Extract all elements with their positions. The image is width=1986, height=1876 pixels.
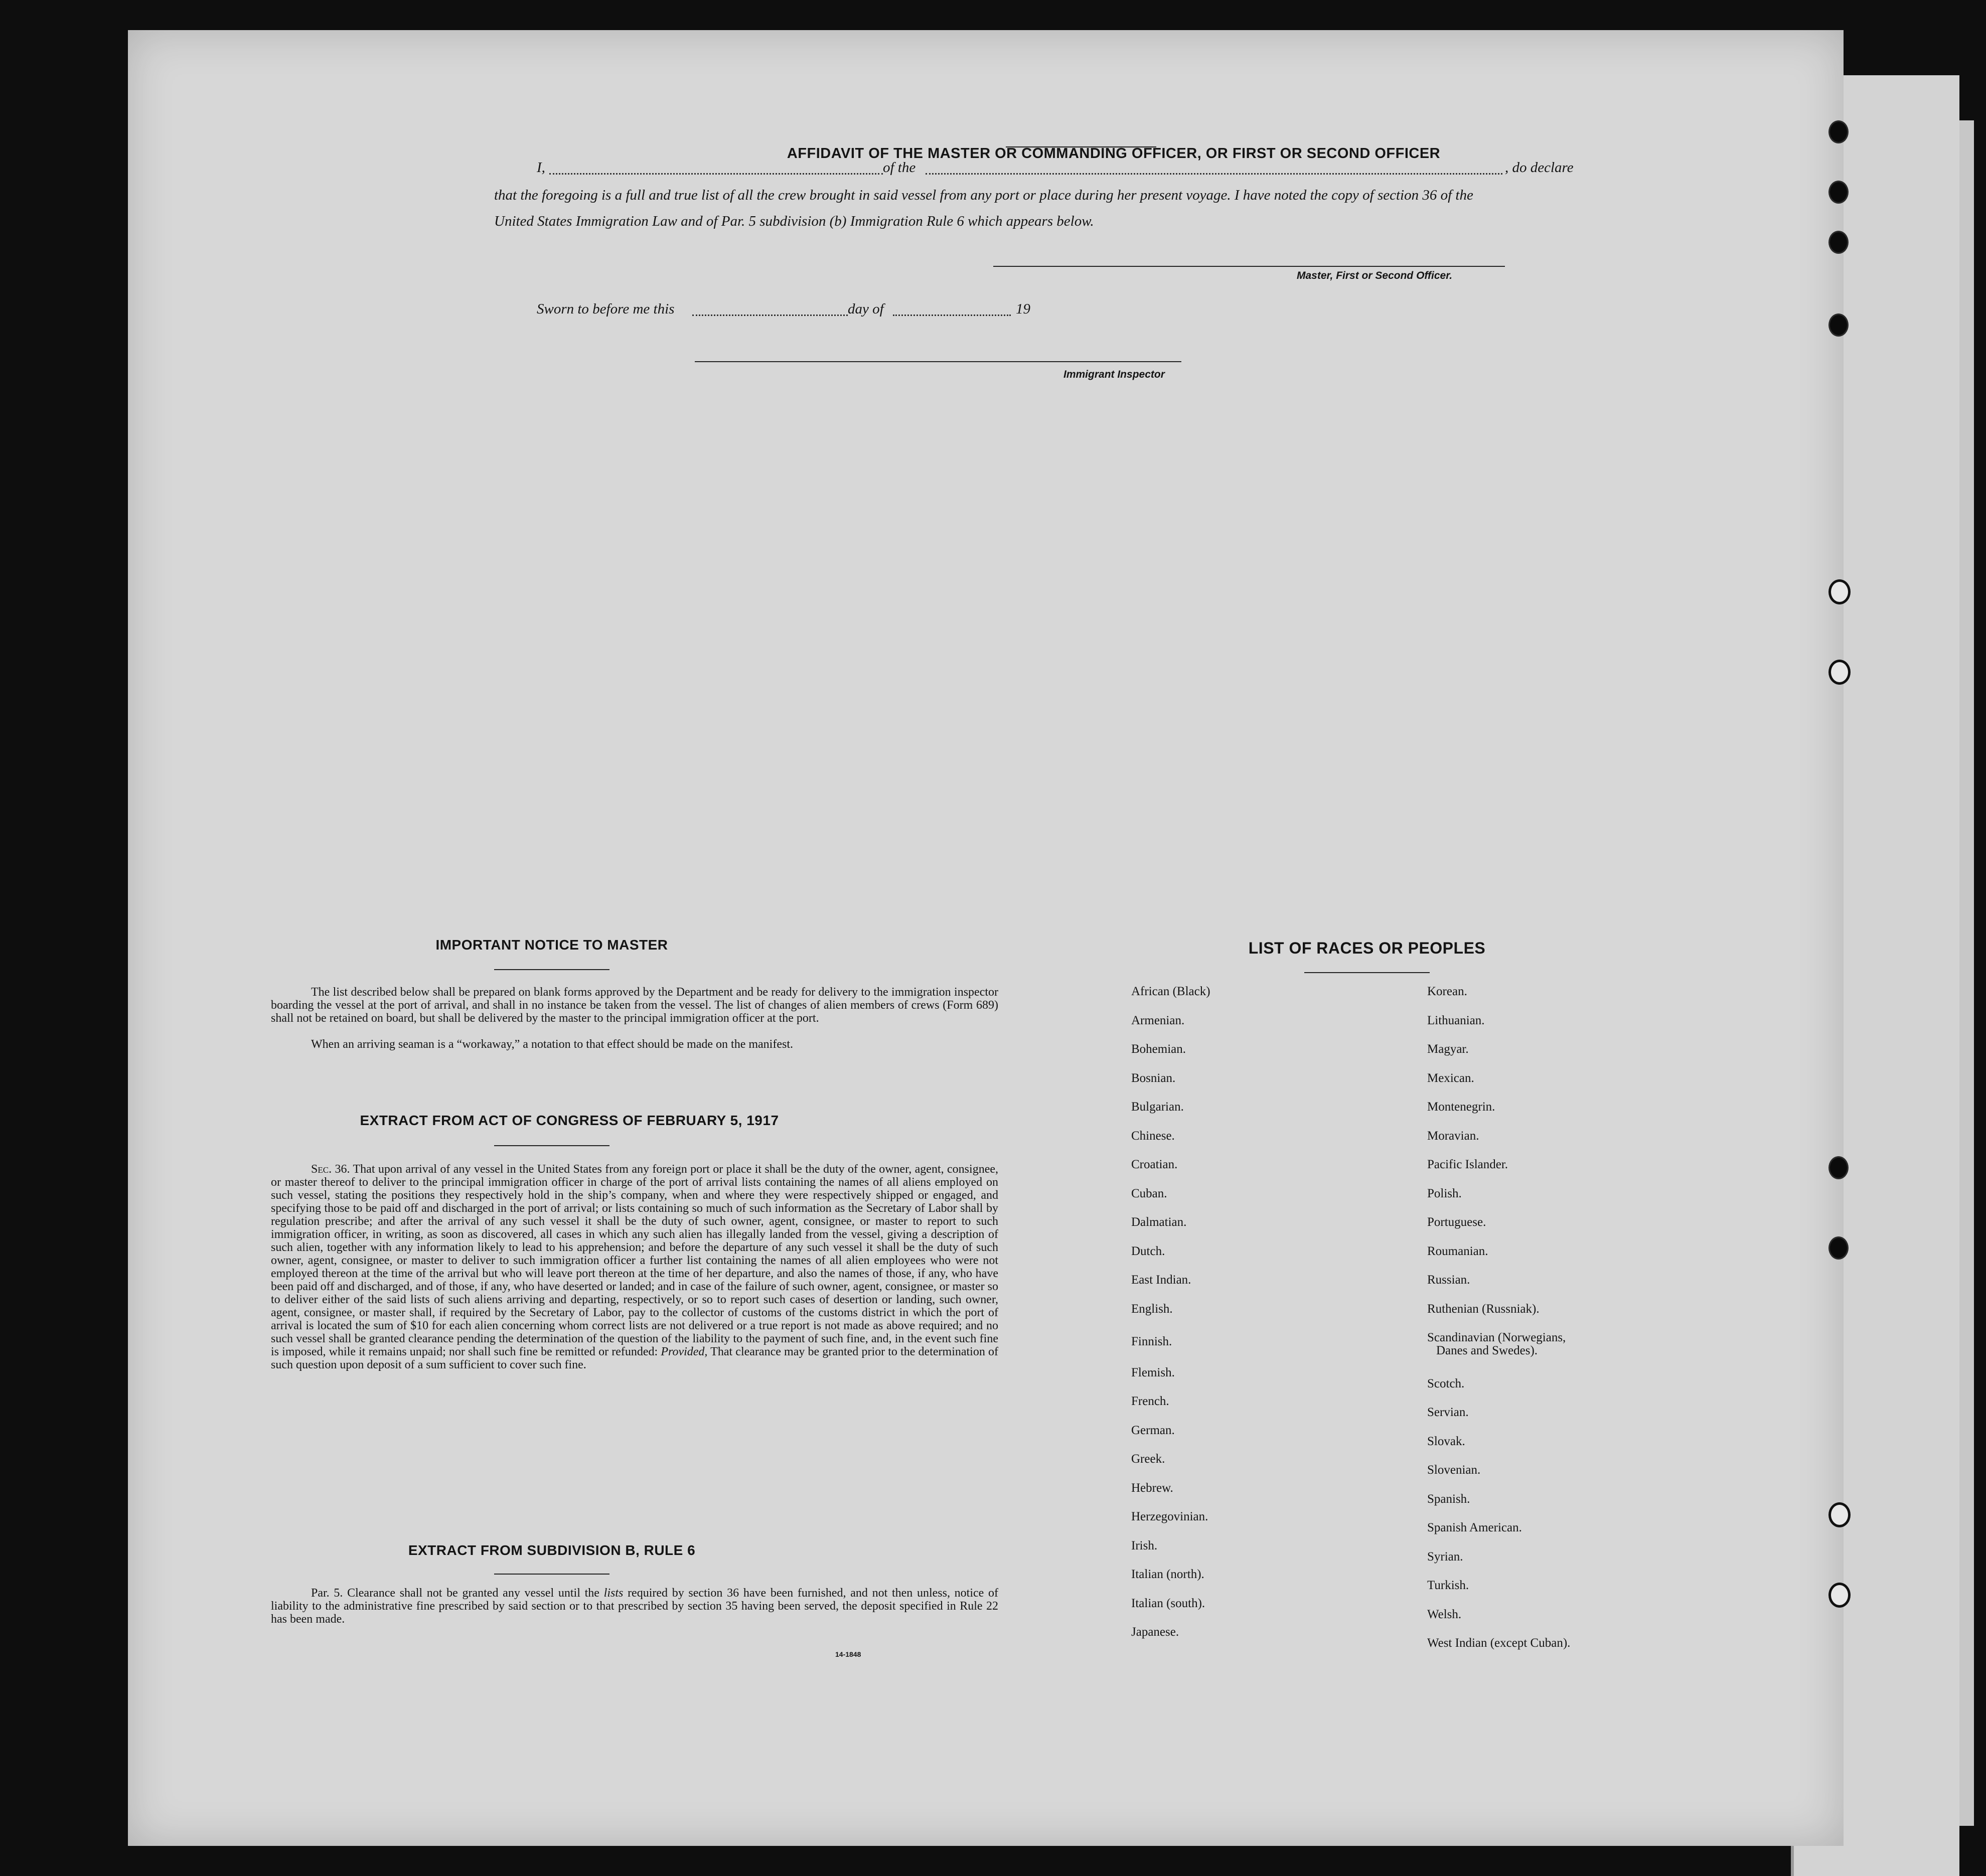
binder-hole bbox=[1828, 1156, 1849, 1179]
race-item-left: Italian (south). bbox=[1131, 1596, 1205, 1610]
race-item-left: Dalmatian. bbox=[1131, 1215, 1187, 1229]
affidavit-i-label: I, bbox=[537, 160, 545, 176]
race-item-left: French. bbox=[1131, 1394, 1169, 1408]
sworn-label: Sworn to before me this bbox=[537, 301, 675, 317]
race-item-left: Japanese. bbox=[1131, 1625, 1179, 1639]
act-underline bbox=[494, 1145, 609, 1146]
signature-line[interactable] bbox=[993, 266, 1505, 267]
race-item-right: Russian. bbox=[1427, 1273, 1470, 1287]
rule-underline bbox=[494, 1574, 609, 1575]
race-item-left: Armenian. bbox=[1131, 1013, 1185, 1027]
section-36-text bbox=[271, 1163, 998, 1371]
race-item-left: Finnish. bbox=[1131, 1335, 1172, 1348]
race-item-left: Chinese. bbox=[1131, 1129, 1175, 1143]
sworn-day-line[interactable] bbox=[692, 315, 848, 316]
binder-hole bbox=[1828, 579, 1851, 604]
par-5-text bbox=[271, 1587, 998, 1626]
year-prefix: 19 bbox=[1016, 301, 1030, 317]
notice-paragraph-1: The list described below shall be prepared on blank forms approved by the Department and be ready for delivery to the immigration inspector boarding the vessel at the port of arrival, and shall in no instance be taken from the vessel. The list of changes of alien members of crews (Form 689) shall not be retained on board, but shall be delivered by the master to the principal immigration officer at the port. bbox=[271, 986, 998, 1025]
race-item-right: Polish. bbox=[1427, 1186, 1462, 1200]
title-underline bbox=[1006, 146, 1156, 147]
race-item-right: Danes and Swedes). bbox=[1436, 1344, 1538, 1357]
race-item-right: Slovenian. bbox=[1427, 1463, 1481, 1477]
race-item-left: East Indian. bbox=[1131, 1273, 1191, 1287]
race-item-right: Welsh. bbox=[1427, 1607, 1462, 1621]
affidavit-declare-label: , do declare bbox=[1505, 160, 1574, 176]
race-item-right: Pacific Islander. bbox=[1427, 1158, 1508, 1171]
race-item-right: Roumanian. bbox=[1427, 1244, 1488, 1258]
race-item-left: Flemish. bbox=[1131, 1365, 1175, 1379]
race-item-right: Spanish. bbox=[1427, 1492, 1470, 1506]
name-line[interactable] bbox=[549, 173, 883, 175]
binder-hole bbox=[1828, 231, 1849, 254]
binder-hole bbox=[1828, 181, 1849, 204]
binder-hole bbox=[1828, 314, 1849, 337]
proviso-label: Provided, bbox=[661, 1345, 708, 1358]
race-item-left: Bosnian. bbox=[1131, 1071, 1176, 1085]
race-item-right: Slovak. bbox=[1427, 1434, 1465, 1448]
races-underline bbox=[1304, 972, 1430, 973]
race-item-right: Montenegrin. bbox=[1427, 1100, 1495, 1114]
section-label: Sec. 36. bbox=[311, 1163, 350, 1176]
race-item-left: Cuban. bbox=[1131, 1186, 1167, 1200]
affidavit-body: that the foregoing is a full and true list of all the crew brought in said vessel from any port or place during her present voyage. I have noted the copy of section 36 of the United States Immigration Law and of Par. 5 subdivision (b) Immigration Rule 6 which appears below. bbox=[494, 187, 1473, 229]
par-5-body-before: Par. 5. Clearance shall not be granted any vessel until the bbox=[311, 1587, 599, 1600]
race-item-right: Korean. bbox=[1427, 985, 1467, 998]
race-item-right: Spanish American. bbox=[1427, 1521, 1522, 1534]
inspector-label: Immigrant Inspector bbox=[1063, 369, 1165, 380]
day-of-label: day of bbox=[848, 301, 884, 317]
binder-hole bbox=[1828, 1502, 1851, 1527]
race-item-left: Italian (north). bbox=[1131, 1568, 1204, 1581]
race-item-left: Croatian. bbox=[1131, 1158, 1178, 1171]
race-item-right: Moravian. bbox=[1427, 1129, 1479, 1143]
binder-hole bbox=[1828, 1236, 1849, 1260]
race-item-left: African (Black) bbox=[1131, 985, 1210, 998]
race-item-right: Scotch. bbox=[1427, 1376, 1465, 1390]
race-item-left: Bohemian. bbox=[1131, 1042, 1186, 1056]
lists-word: lists bbox=[603, 1587, 624, 1600]
par-5-body-after: required by section 36 have been furnished, and not then unless, notice of liability to the administrative fine prescribed by said section or to that prescribed by section 35 having been served, the deposit specified in Rule 22 has been made. bbox=[271, 1587, 999, 1626]
manifest-back-page bbox=[128, 30, 1844, 1846]
binder-hole bbox=[1828, 120, 1849, 143]
race-item-right: Syrian. bbox=[1427, 1549, 1463, 1564]
race-item-right: Lithuanian. bbox=[1427, 1013, 1485, 1027]
race-item-left: Herzegovinian. bbox=[1131, 1510, 1208, 1523]
race-item-left: English. bbox=[1131, 1302, 1173, 1316]
race-item-right: West Indian (except Cuban). bbox=[1427, 1636, 1571, 1650]
race-item-right: Ruthenian (Russniak). bbox=[1427, 1302, 1540, 1316]
race-item-left: Bulgarian. bbox=[1131, 1100, 1184, 1114]
notice-heading: IMPORTANT NOTICE TO MASTER bbox=[435, 937, 668, 953]
races-heading: LIST OF RACES OR PEOPLES bbox=[1248, 939, 1486, 957]
race-item-right: Turkish. bbox=[1427, 1579, 1469, 1592]
race-item-left: Greek. bbox=[1131, 1452, 1165, 1466]
race-item-right: Mexican. bbox=[1427, 1071, 1474, 1085]
notice-paragraph-2: When an arriving seaman is a “workaway,” a notation to that effect should be made on the manifest. bbox=[311, 1038, 793, 1051]
form-number: 14-1848 bbox=[835, 1650, 861, 1658]
race-item-right: Portuguese. bbox=[1427, 1215, 1486, 1229]
race-item-left: Dutch. bbox=[1131, 1244, 1165, 1258]
race-item-left: Hebrew. bbox=[1131, 1481, 1173, 1495]
race-item-left: German. bbox=[1131, 1423, 1175, 1437]
affidavit-title: AFFIDAVIT OF THE MASTER OR COMMANDING OFFICER, OR FIRST OR SECOND OFFICER bbox=[787, 145, 1441, 162]
race-item-left: Irish. bbox=[1131, 1538, 1158, 1552]
vessel-line[interactable] bbox=[926, 173, 1502, 175]
race-item-right: Magyar. bbox=[1427, 1042, 1469, 1056]
rule-extract-heading: EXTRACT FROM SUBDIVISION B, RULE 6 bbox=[408, 1542, 696, 1558]
race-item-right: Scandinavian (Norwegians, bbox=[1427, 1331, 1566, 1344]
proviso-body: That clearance may be granted prior to the determination of such question upon deposit of a sum sufficient to cover such fine. bbox=[271, 1345, 998, 1371]
act-extract-heading: EXTRACT FROM ACT OF CONGRESS OF FEBRUARY 5, 1917 bbox=[360, 1113, 779, 1128]
notice-underline bbox=[494, 969, 609, 970]
affidavit-of-the-label: of the bbox=[883, 160, 916, 176]
signature-label: Master, First or Second Officer. bbox=[1297, 270, 1453, 281]
binder-hole bbox=[1828, 660, 1851, 685]
binder-hole bbox=[1828, 1583, 1851, 1608]
race-item-right: Servian. bbox=[1427, 1405, 1469, 1419]
inspector-line[interactable] bbox=[695, 361, 1181, 362]
sworn-month-line[interactable] bbox=[893, 315, 1011, 316]
section-body: That upon arrival of any vessel in the United States from any foreign port or place it shall be the duty of the owner, agent, consignee, or master thereof to deliver to the principal immigration officer in charge of the port of arrival lists containing the names of all aliens employed on such vessel, stating the positions they respectively hold in the ship’s company, when and where they were respectively shipped or engaged, and specifying those to be paid off and discharged in the port of arrival; or lists containing so much of such information as the Secretary of Labor shall by regulation prescribe; and after the arrival of any such vessel it shall be the duty of such owner, agent, consignee, or master to report to such immigration officer, in writing, as soon as discovered, all cases in which any such alien has illegally landed from the vessel, giving a description of such alien, together with any information likely to lead to his apprehension; and before the departure of any such vessel it shall be the duty of such owner, agent, consignee, or master to deliver to such immigration officer a further list containing the names of all alien employees who were not employed thereon at the time of the arrival but who will leave port thereon at the time of her departure, and also the names of those, if any, who have been paid off and discharged, and of those, if any, who have deserted or landed; and in case of the failure of such owner, agent, consignee, or master so to deliver either of the said lists of such aliens arriving and departing, respectively, or so to report such cases of desertion or landing, such owner, agent, consignee, or master shall, if required by the Secretary of Labor, pay to the collector of customs of the customs district in which the port of arrival is located the sum of $10 for each alien concerning whom correct lists are not delivered or a true report is not made as above required; and no such vessel shall be granted clearance pending the determination of the question of the liability to the payment of such fine, and, in the event such fine is imposed, while it remains unpaid; nor shall such fine be remitted or refunded: bbox=[271, 1163, 998, 1358]
